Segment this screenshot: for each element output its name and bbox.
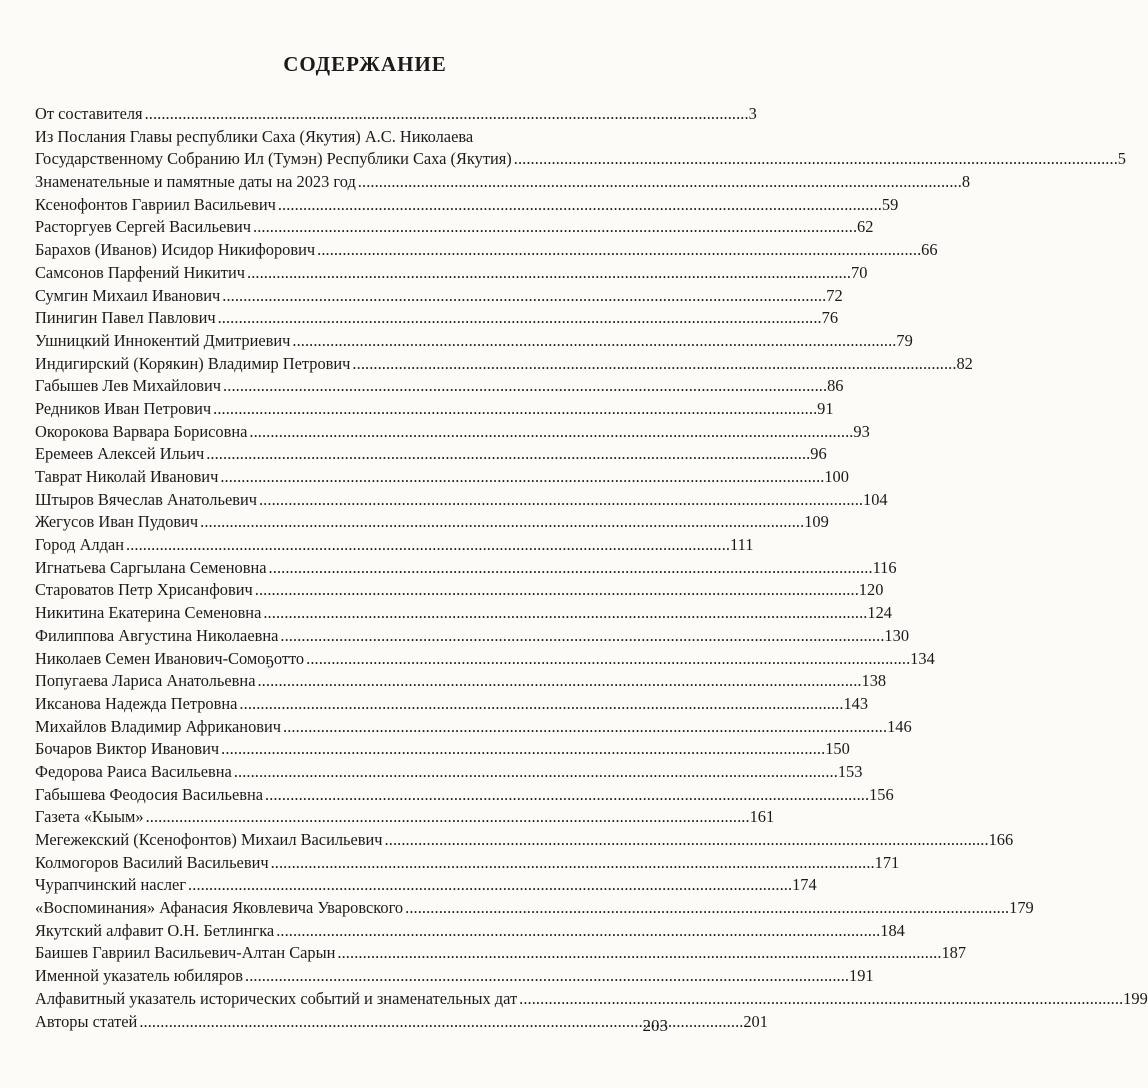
toc-leader-dots	[239, 693, 841, 716]
toc-entry-page: 104	[863, 489, 888, 509]
toc-leader-dots	[519, 988, 1121, 1011]
toc-entry	[35, 262, 868, 285]
toc-entry-page: 100	[824, 467, 849, 486]
toc-entry-title: Якутский алфавит О.Н. Бетлингка	[35, 920, 275, 940]
toc-entry-title: Жегусов Иван Пудович	[35, 512, 199, 532]
toc-entry	[35, 897, 1034, 920]
toc-entry-title: Редников Иван Петрович	[35, 398, 212, 418]
toc-entry-page: 199	[1123, 988, 1148, 1008]
toc-entry-title: Федорова Раиса Васильевна	[35, 761, 232, 781]
toc-entry-page: 66	[921, 240, 938, 260]
toc-entry-page: 161	[749, 807, 775, 827]
toc-entry-page: 143	[843, 693, 869, 713]
toc-entry-title: Чурапчинский наслег	[35, 875, 187, 895]
toc-entry	[35, 1011, 768, 1034]
toc-entry	[35, 693, 869, 716]
toc-leader-dots	[200, 511, 802, 534]
toc-leader-dots	[259, 489, 861, 512]
toc-entry-title: Иксанова Надежда Петровна	[35, 693, 238, 713]
toc-entry-title: Знаменательные и памятные даты на 2023 год	[35, 172, 356, 192]
toc-leader-dots	[337, 942, 939, 965]
toc-entry-page: 166	[988, 830, 1014, 849]
toc-leader-dots	[269, 557, 871, 580]
toc-entry-page: 146	[887, 716, 912, 736]
toc-leader-dots	[145, 103, 747, 126]
toc-entry-page: 116	[872, 557, 897, 577]
toc-entry	[35, 920, 905, 943]
toc-entry	[35, 239, 938, 262]
toc-entry-title: Габышева Феодосия Васильевна	[35, 784, 264, 804]
toc-entry	[35, 466, 849, 489]
toc-entry-page: 62	[857, 217, 874, 237]
toc-entry-page: 171	[874, 852, 900, 872]
toc-entry-page: 109	[804, 512, 829, 532]
toc-leader-dots	[405, 897, 1007, 920]
toc-entry	[35, 285, 843, 308]
toc-entry-title: Ксенофонтов Гавриил Васильевич	[35, 194, 276, 214]
toc-entry	[35, 148, 1126, 171]
toc-entry-page: 82	[956, 353, 973, 373]
toc-entry	[35, 489, 888, 512]
toc-entry-page: 59	[881, 194, 899, 214]
toc-leader-dots	[188, 874, 790, 897]
toc-entry-title: Алфавитный указатель исторических событий и знаменательных дат	[35, 988, 518, 1008]
toc-leader-dots	[206, 443, 808, 466]
toc-entry-title: Газета «Кыым»	[35, 807, 144, 827]
toc-leader-dots	[292, 330, 894, 353]
toc-leader-dots	[265, 784, 867, 807]
toc-leader-dots	[358, 171, 960, 194]
toc-entry-title: Город Алдан	[35, 535, 124, 555]
toc-entry-page: 5	[1117, 149, 1126, 169]
toc-entry-page: 153	[837, 761, 863, 781]
toc-entry-title: Николаев Семен Иванович-Сомоҕотто	[35, 648, 305, 668]
toc-entry	[35, 171, 971, 194]
toc-entry	[35, 988, 1148, 1011]
toc-entry-title: От составителя	[35, 104, 143, 123]
toc-leader-dots	[385, 829, 987, 852]
toc-entry-title: Габышев Лев Михайлович	[35, 376, 222, 396]
toc-entry-page: 184	[880, 920, 905, 940]
toc-entry-page: 187	[941, 943, 967, 963]
toc-entry	[35, 716, 912, 739]
toc-entry-title: Барахов (Иванов) Исидор Никифорович	[35, 240, 316, 260]
toc-entry-title: Бочаров Виктор Иванович	[35, 739, 220, 759]
toc-entry	[35, 670, 887, 693]
toc-entry-title: Расторгуев Сергей Васильевич	[35, 217, 252, 237]
toc-leader-dots	[276, 920, 878, 943]
toc-entry	[35, 443, 827, 466]
toc-leader-dots	[253, 216, 855, 239]
toc-entry	[35, 874, 817, 897]
toc-entry	[35, 353, 973, 376]
toc-entry-title: Авторы статей	[35, 1011, 138, 1031]
toc-entry-page: 124	[867, 603, 892, 623]
toc-leader-dots	[514, 148, 1116, 171]
toc-leader-dots	[223, 375, 825, 398]
toc-entry-title: Филиппова Августина Николаевна	[35, 625, 279, 645]
toc-leader-dots	[220, 466, 822, 489]
toc-entry	[35, 126, 668, 149]
toc-leader-dots	[247, 262, 849, 285]
toc-entry-page: 120	[858, 580, 884, 600]
toc-entry	[35, 625, 910, 648]
toc-leader-dots	[126, 534, 728, 557]
toc-entry-title: Колмогоров Василий Васильевич	[35, 852, 269, 872]
toc-leader-dots	[271, 852, 873, 875]
toc-entry-title: Сумгин Михаил Иванович	[35, 285, 221, 305]
toc-leader-dots	[245, 965, 847, 988]
toc-leader-dots	[222, 285, 824, 308]
toc-entry-title: Еремеев Алексей Ильич	[35, 444, 205, 464]
toc-leader-dots	[255, 579, 857, 602]
toc-entry-page: 111	[730, 535, 754, 555]
toc-leader-dots	[221, 738, 823, 761]
toc-entry-page: 179	[1009, 898, 1034, 918]
toc-entry	[35, 806, 775, 829]
toc-entry-title: Мегежекский (Ксенофонтов) Михаил Васильевич	[35, 830, 383, 849]
toc-leader-dots	[146, 806, 748, 829]
toc-entry-page: 156	[869, 784, 894, 804]
toc-entry	[35, 557, 897, 580]
toc-leader-dots	[234, 761, 836, 784]
toc-entry-title: Ушницкий Иннокентий Дмитриевич	[35, 330, 291, 350]
toc-entry-page: 3	[748, 104, 757, 123]
toc-entry-title: «Воспоминания» Афанасия Яковлевича Уваровского	[35, 898, 404, 918]
toc-leader-dots	[278, 194, 880, 217]
toc-entry-title: Государственному Собранию Ил (Тумэн) Республики Саха (Якутия)	[35, 149, 512, 169]
toc-entry-page: 130	[884, 625, 910, 645]
toc-entry	[35, 103, 757, 126]
page-number: 203	[642, 1016, 668, 1035]
toc-entry	[35, 965, 874, 988]
toc-entry-page: 76	[821, 308, 839, 328]
toc-entry	[35, 398, 834, 421]
toc-entry-title: Никитина Екатерина Семеновна	[35, 603, 262, 623]
toc-entry	[35, 216, 874, 239]
toc-entry	[35, 534, 754, 557]
toc-entry-title: Староватов Петр Хрисанфович	[35, 580, 253, 600]
toc-entry	[35, 852, 900, 875]
toc-leader-dots	[257, 670, 859, 693]
toc-entry-title: Попугаева Лариса Анатольевна	[35, 671, 256, 691]
toc-entry	[35, 784, 894, 807]
toc-entry-title: Пинигин Павел Павлович	[35, 308, 216, 328]
page-title: СОДЕРЖАНИЕ	[283, 52, 447, 76]
toc-entry-page: 8	[961, 172, 971, 192]
toc-entry-title: Окорокова Варвара Борисовна	[35, 421, 248, 441]
toc-entry-page: 93	[853, 421, 870, 441]
toc-entry-title: Именной указатель юбиляров	[35, 966, 243, 986]
toc-entry	[35, 330, 913, 353]
toc-entry-page: 191	[849, 966, 874, 986]
toc-entry-page: 86	[827, 376, 844, 396]
toc-entry	[35, 579, 884, 602]
table-of-contents	[35, 103, 1148, 1033]
toc-entry	[35, 602, 892, 625]
toc-entry-title: Таврат Николай Иванович	[35, 467, 219, 486]
toc-entry-page: 79	[896, 330, 913, 350]
toc-entry-page: 174	[792, 875, 817, 895]
toc-entry	[35, 648, 935, 671]
toc-leader-dots	[306, 648, 908, 671]
toc-entry-title: Михайлов Владимир Африканович	[35, 716, 282, 736]
toc-entry	[35, 511, 829, 534]
toc-entry-title: Из Послания Главы республики Саха (Якутия) А.С. Николаева	[35, 126, 474, 146]
toc-leader-dots	[218, 307, 820, 330]
toc-entry-page: 70	[851, 262, 868, 282]
toc-entry	[35, 421, 870, 444]
toc-entry	[35, 738, 850, 761]
toc-leader-dots	[249, 421, 851, 444]
toc-leader-dots	[280, 625, 882, 648]
toc-entry-page: 150	[825, 739, 850, 759]
toc-entry-title: Самсонов Парфений Никитич	[35, 262, 245, 282]
toc-entry-page: 134	[910, 648, 935, 668]
toc-leader-dots	[352, 353, 954, 376]
toc-entry-page: 201	[743, 1011, 768, 1031]
toc-leader-dots	[213, 398, 815, 421]
toc-entry	[35, 942, 967, 965]
toc-leader-dots	[263, 602, 865, 625]
toc-entry-title: Штыров Вячеслав Анатольевич	[35, 489, 257, 509]
toc-entry	[35, 829, 1014, 852]
toc-leader-dots	[283, 716, 885, 739]
toc-entry-title: Игнатьева Саргылана Семеновна	[35, 557, 267, 577]
toc-entry-page: 91	[817, 398, 834, 418]
toc-entry-page: 138	[861, 671, 887, 691]
toc-entry	[35, 307, 839, 330]
toc-entry-title: Баишев Гавриил Васильевич-Алтан Сарын	[35, 943, 336, 963]
toc-entry-page: 72	[826, 285, 843, 305]
toc-entry-page: 96	[810, 444, 827, 464]
toc-entry	[35, 375, 844, 398]
toc-entry	[35, 761, 863, 784]
toc-entry	[35, 194, 899, 217]
toc-leader-dots	[317, 239, 919, 262]
toc-entry-title: Индигирский (Корякин) Владимир Петрович	[35, 353, 351, 373]
